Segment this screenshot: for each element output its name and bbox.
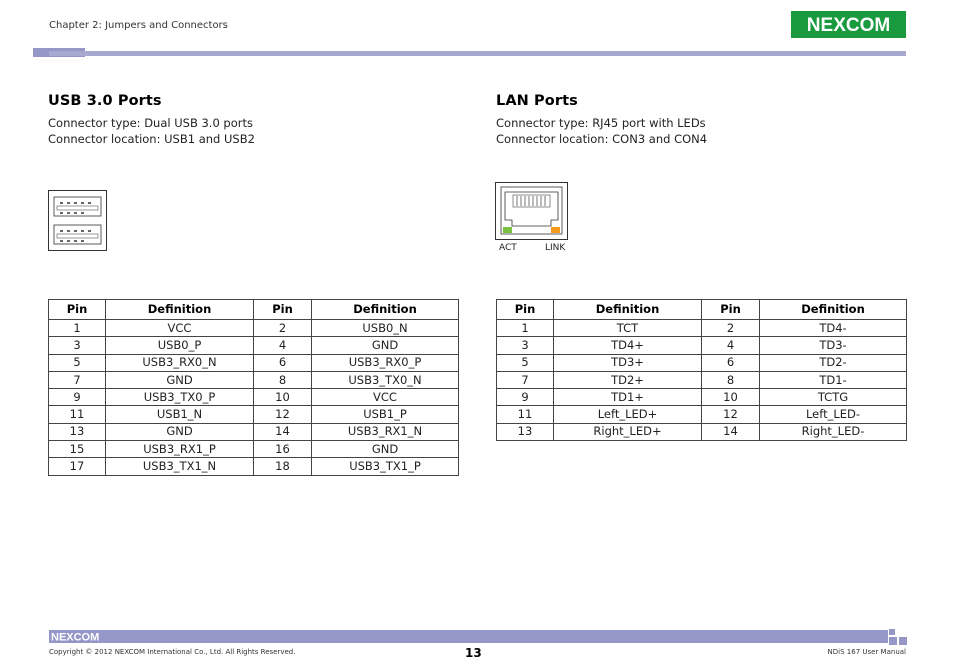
table-cell: 10 [254,389,312,406]
table-cell: 15 [49,441,106,458]
table-cell: TD4- [760,320,907,337]
table-cell: 4 [702,337,760,354]
table-cell: USB3_RX0_P [312,354,459,371]
table-row [49,337,459,354]
usb-title: USB 3.0 Ports [48,93,162,109]
column-header: Pin [254,300,312,320]
nexcom-logo [791,11,906,38]
table-cell: USB0_N [312,320,459,337]
table-cell: 9 [497,389,554,406]
table-cell: 6 [254,354,312,371]
table-row [497,337,907,354]
table-row [49,423,459,440]
table-cell: 14 [254,423,312,440]
table-cell: 13 [497,423,554,440]
table-cell: USB3_RX0_N [106,354,254,371]
table-cell: TD1- [760,371,907,388]
page-number: 13 [465,646,482,660]
table-cell: 14 [702,423,760,440]
footer-squares-icon [889,629,907,645]
table-cell: TCT [554,320,702,337]
table-cell: USB3_TX1_P [312,458,459,475]
table-cell: VCC [106,320,254,337]
table-cell: 1 [49,320,106,337]
table-cell: USB3_TX0_N [312,371,459,388]
table-cell: USB3_TX1_N [106,458,254,475]
table-cell: 5 [497,354,554,371]
table-cell: 17 [49,458,106,475]
column-header: Pin [49,300,106,320]
table-cell: TD2- [760,354,907,371]
table-cell: 11 [497,406,554,423]
table-cell: 1 [497,320,554,337]
table-cell: USB1_N [106,406,254,423]
table-cell: TD2+ [554,371,702,388]
table-cell: 3 [49,337,106,354]
footer-bar [49,630,888,643]
usb-section [48,93,255,147]
column-header: Pin [702,300,760,320]
table-cell: USB3_RX1_N [312,423,459,440]
table-row [49,320,459,337]
table-row [49,389,459,406]
table-cell: 10 [702,389,760,406]
usb-pin-table [48,299,459,476]
table-cell: 12 [702,406,760,423]
table-cell: 7 [49,371,106,388]
table-row [49,406,459,423]
table-cell: 8 [702,371,760,388]
table-cell: 13 [49,423,106,440]
table-cell: 4 [254,337,312,354]
chapter-heading: Chapter 2: Jumpers and Connectors [49,20,228,31]
table-cell: Left_LED- [760,406,907,423]
header-rule [49,51,906,56]
table-cell: 3 [497,337,554,354]
usb-port-diagram [48,190,107,251]
table-header-row [49,300,459,320]
lan-location: Connector location: CON3 and CON4 [496,132,708,146]
table-row [497,423,907,440]
column-header: Definition [106,300,254,320]
table-cell: 8 [254,371,312,388]
table-cell: GND [312,337,459,354]
act-label: ACT [499,243,517,253]
table-cell: 9 [49,389,106,406]
column-header: Pin [497,300,554,320]
table-row [49,354,459,371]
table-cell: 18 [254,458,312,475]
table-row [497,371,907,388]
table-cell: Right_LED+ [554,423,702,440]
table-row [49,441,459,458]
logo-text: NEXCOM [806,15,891,36]
table-cell: 12 [254,406,312,423]
lan-section [496,93,707,147]
table-cell: TD3+ [554,354,702,371]
rj45-port-diagram [495,182,569,254]
table-row [497,389,907,406]
table-cell: USB3_RX1_P [106,441,254,458]
usb-type: Connector type: Dual USB 3.0 ports [48,116,254,130]
table-cell: GND [106,423,254,440]
table-cell: 6 [702,354,760,371]
table-cell: USB1_P [312,406,459,423]
table-cell: 5 [49,354,106,371]
table-cell: 2 [254,320,312,337]
footer-logo-text: NEXCOM [51,631,100,642]
table-row [49,371,459,388]
usb-location: Connector location: USB1 and USB2 [48,132,255,146]
table-cell: VCC [312,389,459,406]
table-cell: USB3_TX0_P [106,389,254,406]
table-cell: USB0_P [106,337,254,354]
table-cell: GND [106,371,254,388]
link-led-icon [551,227,560,233]
table-row [49,458,459,475]
act-led-icon [503,227,512,233]
table-cell: 16 [254,441,312,458]
table-cell: 7 [497,371,554,388]
copyright-text: Copyright © 2012 NEXCOM International Co., Ltd. All Rights Reserved. [49,648,296,656]
table-cell: 11 [49,406,106,423]
table-cell: TD4+ [554,337,702,354]
table-cell: Right_LED- [760,423,907,440]
table-cell: TCTG [760,389,907,406]
manual-name: NDiS 167 User Manual [827,648,906,656]
table-row [497,406,907,423]
column-header: Definition [760,300,907,320]
table-cell: Left_LED+ [554,406,702,423]
table-cell: GND [312,441,459,458]
lan-title: LAN Ports [496,93,578,109]
lan-pin-table [496,299,907,441]
table-cell: TD3- [760,337,907,354]
table-cell: TD1+ [554,389,702,406]
footer-nexcom-logo [51,631,107,642]
link-label: LINK [545,243,566,253]
column-header: Definition [312,300,459,320]
table-cell: 2 [702,320,760,337]
column-header: Definition [554,300,702,320]
table-row [497,354,907,371]
lan-type: Connector type: RJ45 port with LEDs [496,116,706,130]
table-header-row [497,300,907,320]
table-row [497,320,907,337]
